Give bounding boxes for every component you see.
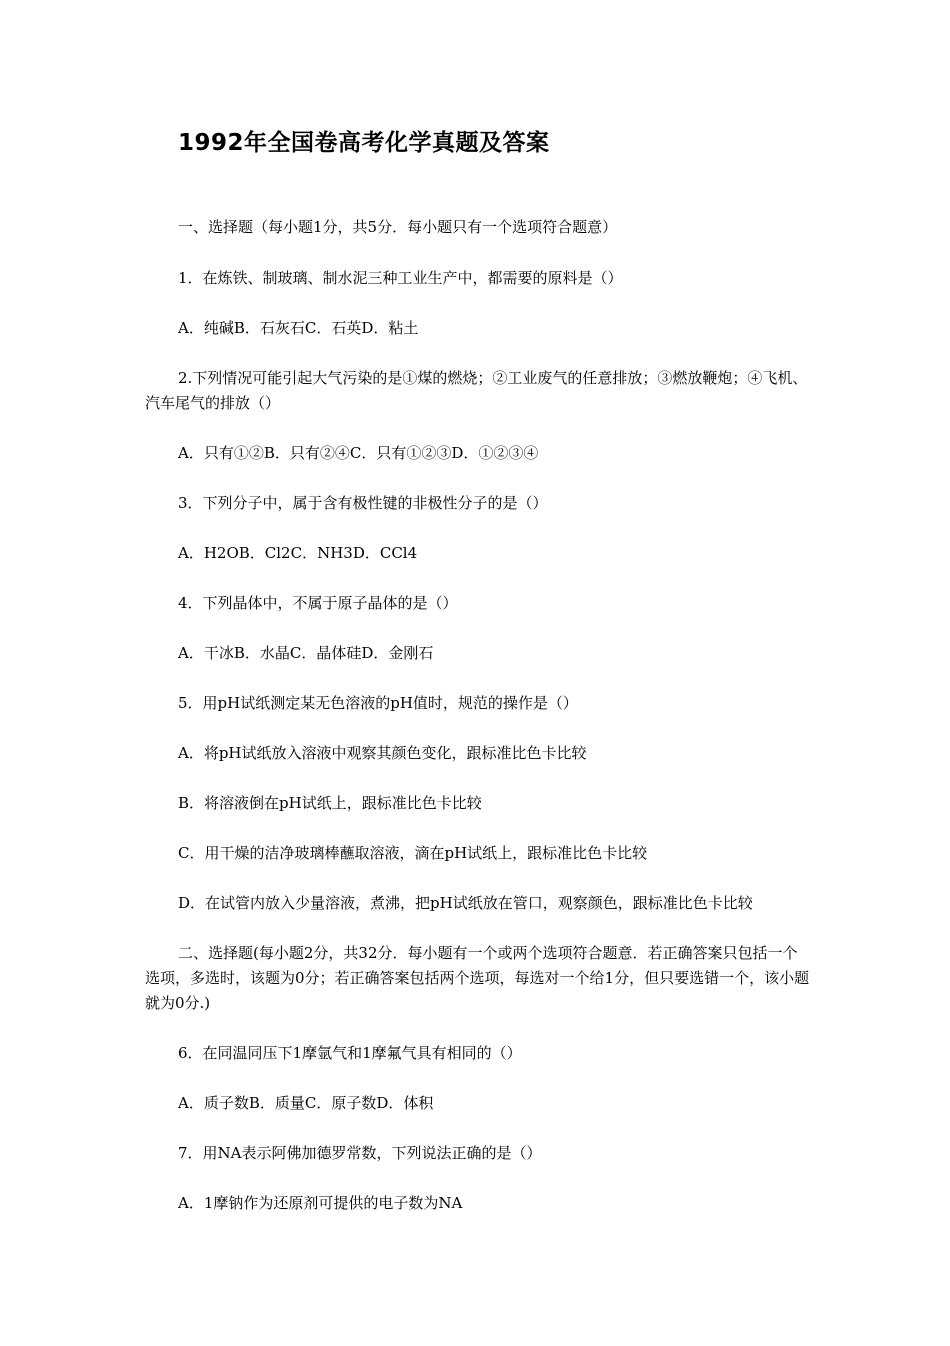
- question-5-option-c: C．用干燥的洁净玻璃棒蘸取溶液，滴在pH试纸上，跟标准比色卡比较: [178, 844, 648, 862]
- question-4-options: A．干冰B．水晶C．晶体硅D．金刚石: [178, 644, 434, 662]
- section-2-heading: 二、选择题(每小题2分，共32分．每小题有一个或两个选项符合题意．若正确答案只包括一个选项，多选时，该题为0分；若正确答案包括两个选项，每选对一个给1分，但只要选错一个，该小题就为0分.): [145, 944, 810, 1012]
- question-5-option-b: B．将溶液倒在pH试纸上，跟标准比色卡比较: [178, 794, 482, 812]
- question-6: 6．在同温同压下1摩氩气和1摩氟气具有相同的（）: [178, 1044, 522, 1062]
- question-6-options: A．质子数B．质量C．原子数D．体积: [178, 1094, 434, 1112]
- question-5: 5．用pH试纸测定某无色溶液的pH值时，规范的操作是（）: [178, 694, 578, 712]
- question-7: 7．用NA表示阿佛加德罗常数，下列说法正确的是（）: [178, 1144, 542, 1162]
- question-5-option-d: D．在试管内放入少量溶液，煮沸，把pH试纸放在管口，观察颜色，跟标准比色卡比较: [178, 894, 753, 912]
- section-1-heading: 一、选择题（每小题1分，共5分．每小题只有一个选项符合题意）: [178, 218, 618, 236]
- question-3: 3．下列分子中，属于含有极性键的非极性分子的是（）: [178, 494, 548, 512]
- question-7-option-a: A．1摩钠作为还原剂可提供的电子数为NA: [178, 1194, 463, 1212]
- question-2: 2.下列情况可能引起大气污染的是①煤的燃烧；②工业废气的任意排放；③燃放鞭炮；④飞机、汽车尾气的排放（）: [145, 369, 808, 412]
- question-4: 4．下列晶体中，不属于原子晶体的是（）: [178, 594, 458, 612]
- question-1-options: A．纯碱B．石灰石C．石英D．粘土: [178, 319, 419, 337]
- question-5-option-a: A．将pH试纸放入溶液中观察其颜色变化，跟标准比色卡比较: [178, 744, 587, 762]
- question-2-options: A．只有①②B．只有②④C．只有①②③D．①②③④: [178, 444, 539, 462]
- question-1: 1．在炼铁、制玻璃、制水泥三种工业生产中，都需要的原料是（）: [178, 269, 623, 287]
- document-title: 1992年全国卷高考化学真题及答案: [178, 130, 550, 156]
- question-3-options: A．H2OB．Cl2C．NH3D．CCl4: [178, 544, 418, 562]
